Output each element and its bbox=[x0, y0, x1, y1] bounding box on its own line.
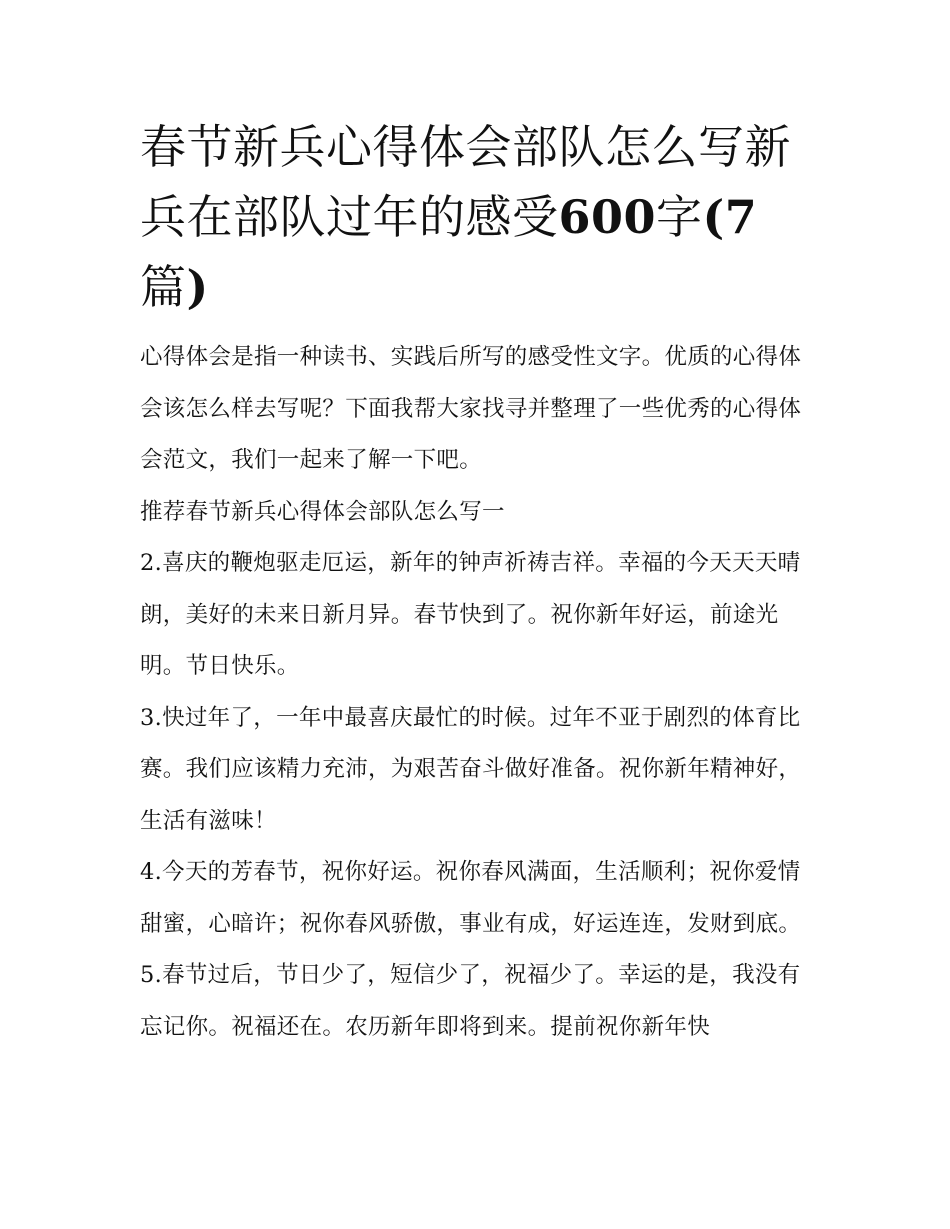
list-item: 5.春节过后，节日少了，短信少了，祝福少了。幸运的是，我没有忘记你。祝福还在。农历新年即将到来。提前祝你新年快 bbox=[140, 962, 801, 1040]
section-heading: 推荐春节新兵心得体会部队怎么写一 bbox=[140, 498, 505, 525]
intro-paragraph: 心得体会是指一种读书、实践后所写的感受性文字。优质的心得体会该怎么样去写呢？下面我帮大家找寻并整理了一些优秀的心得体会范文，我们一起来了解一下吧。 bbox=[140, 344, 802, 473]
document-title: 春节新兵心得体会部队怎么写新兵在部队过年的感受600字(7篇) bbox=[140, 120, 791, 314]
document-page bbox=[140, 112, 812, 1053]
list-item: 4.今天的芳春节，祝你好运。祝你春风满面，生活顺利；祝你爱情甜蜜，心暗许；祝你春风骄傲，事业有成，好运连连，发财到底。 bbox=[140, 859, 802, 937]
document-body bbox=[140, 332, 812, 1053]
list-item: 2.喜庆的鞭炮驱走厄运，新年的钟声祈祷吉祥。幸福的今天天天晴朗，美好的未来日新月异。春节快到了。祝你新年好运，前途光明。节日快乐。 bbox=[140, 550, 801, 679]
list-item: 3.快过年了，一年中最喜庆最忙的时候。过年不亚于剧烈的体育比赛。我们应该精力充沛，为艰苦奋斗做好准备。祝你新年精神好，生活有滋味！ bbox=[140, 704, 802, 834]
